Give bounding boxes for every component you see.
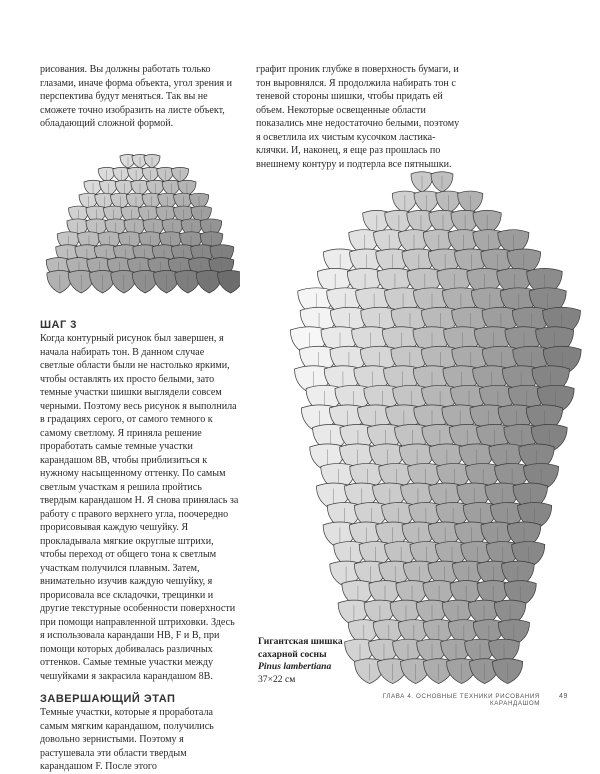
step3-heading: ШАГ 3	[40, 319, 77, 331]
final-stage-heading: ЗАВЕРШАЮЩИЙ ЭТАП	[40, 693, 176, 705]
large-pinecone-illustration	[282, 168, 582, 698]
caption-title-line1: Гигантская шишка	[258, 636, 343, 647]
large-cone-scales	[290, 172, 581, 684]
caption-size: 37×22 см	[258, 673, 296, 685]
left-main	[40, 318, 240, 774]
footer-chapter: ГЛАВА 4. ОСНОВНЫЕ ТЕХНИКИ РИСОВАНИЯ КАРАНДАШОМ	[382, 693, 540, 707]
caption-title-line2: сахарной сосны	[258, 648, 327, 660]
small-pinecone-illustration	[40, 148, 240, 303]
figure-caption	[258, 636, 368, 686]
intro-paragraph: рисования. Вы должны работать только глазами, иначе форма объекта, угол зрения и перспектива будут меняться. Так вы не сможете точно изобразить на листе объект, обладающий сложной формой.	[40, 64, 232, 129]
final-stage-paragraph: Темные участки, которые я проработала самым мягким карандашом, получились довольно зернистыми. Поэтому я растушевала эти области твердым карандашом F. После этого	[40, 707, 214, 772]
small-cone-scales	[46, 155, 240, 294]
cone-scale	[218, 271, 240, 294]
left-intro	[40, 63, 240, 131]
right-paragraph: графит проник глубже в поверхность бумаги, и тон выровнялся. Я продолжила набирать тон с теневой стороны шишки, чтобы придать ей объем. Некоторые освещенные области показались мне недостаточно белыми, поэтому я осветлила их чистым кусочком ластика-клячки. И, наконец, я еще раз прошлась по внешнему контуру и подтерла все пятнышки.	[256, 64, 460, 170]
caption-latin-name: Pinus lambertiana	[258, 661, 332, 672]
step3-paragraph: Когда контурный рисунок был завершен, я начала набирать тон. В данном случае светлые области были не настолько яркими, чтобы оставлять их просто белыми, зато темные участки шишки выглядели совсем черными. Поэтому весь рисунок я выполнила в градациях серого, от самого темного к самому светлому. Я приняла решение проработать самые темные участки карандашом 8В, чтобы приблизиться к нужному насыщенному оттенку. По самым светлым участкам я решила пройтись твердым карандашом Н. Я снова принялась за работу с правого верхнего угла, поочередно прорисовывая каждую чешуйку. Я прокладывала мягкие округлые штрихи, чтобы переход от общего тона к светлым участкам получился плавным. Затем, внимательно изучив каждую чешуйку, я прорисовала все складочки, трещинки и другие текстурные особенности поверхности при помощи направленной штриховки. Здесь я использовала карандаши НВ, F и В, при помощи которых добивалась различных оттенков. Самые темные участки между чешуйками я закрасила карандашом 8В.	[40, 333, 239, 682]
right-column	[256, 63, 461, 171]
footer-page-number: 49	[559, 693, 568, 700]
